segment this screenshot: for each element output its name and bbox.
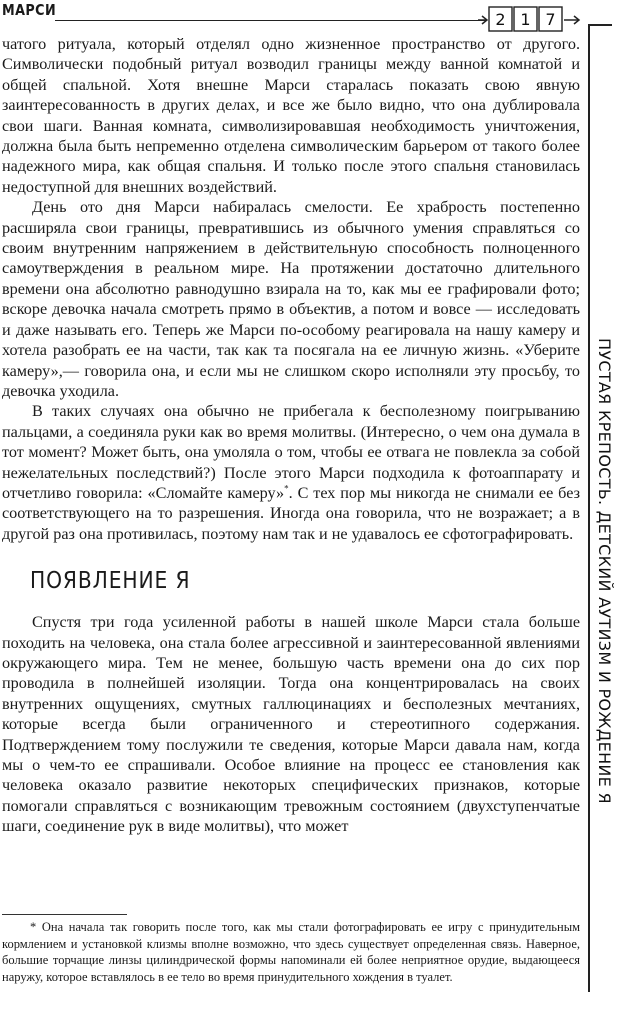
running-head: МАРСИ [2, 1, 57, 19]
footnote-rule [2, 914, 127, 915]
footnote-marker: * [284, 483, 289, 494]
footnote [2, 919, 580, 985]
paragraph-3-text-a: В таких случаях она обычно не прибегала к бесполезному поигрыванию пальцами, а соединяла руки как во время молитвы. (Интересно, о чем она думала в тот момент? Может быть, она умоляла о том, чтобы ее отвага не повлекла за собой нежелательных последствий?) После этого Марси подходила к фотоаппарату и отчетливо говорила: «Сломайте камеру» [2, 402, 580, 502]
footnote-text: * Она начала так говорить после того, как мы стали фотографировать ее игру с принудительным кормлением и установкой клизмы вполне возможно, что здесь существует определенная связь. Наверное, большие торчащие линзы цилиндрической формы напоминали ей более неприятное орудие, выдающееся наружу, которое вставлялось в ее тело во время принудительного хождения в туалет. [2, 920, 580, 984]
header-rule [55, 20, 485, 21]
paragraph-1: чатого ритуала, который отделял одно жизненное пространство от другого. Символически подобный ритуал возводил границы между ванной комнатой и общей спальной. Хотя внешне Марси старалась показать свою явную заинтересованность в других делах, и все же было видно, что она дублировала свои шаги. Ванная комната, символизировавшая необходимость уничтожения, должна была быть непременно отделена символическим барьером от такого более надежного мира, как общая спальня. И только после этого спальня становилась недоступной для внешних воздействий. [2, 35, 580, 196]
paragraph-2: День ото дня Марси набиралась смелости. Ее храбрость постепенно расширяла свои границы, превратившись из обычного умения справляться со своим внутренним напряжением в действительную способность полноценного самоутверждения в реальном мире. На протяжении достаточно длительного времени она абсолютно равнодушно взирала на то, как мы ее графировали фото; вскоре девочка начала смотреть прямо в объектив, а потом и вовсе — исследовать и даже называть его. Теперь же Марси по-особому реагировала на нашу камеру и хотела разобрать ее на части, так как та посягала на ее личную жизнь. «Уберите камеру»,— говорила она, и если мы не слишком скоро исполняли эту просьбу, то девочка уходила. [2, 198, 580, 400]
main-text [2, 34, 580, 837]
paragraph-3-text-b: . С тех пор мы никогда не снимали ее без соответствующего на то разрешения. Иногда она говорила, что не возражает; а в другой раз она противилась, поэтому нам так и не удавалось ее сфотографировать. [2, 483, 580, 543]
paragraph-3 [2, 401, 580, 544]
section-paragraph: Спустя три года усиленной работы в нашей школе Марси стала больше походить на человека, она стала более агрессивной и заинтересованной явлениями окружающего мира. Тем не менее, большую часть времени она до сих пор проводила в полнейшей изоляции. Тогда она концентрировалась на своих внутренних ощущениях, смутных галлюцинациях и бесполезных мечтаниях, которые всегда были ограниченного и стереотипного содержания. Подтверждением тому послужили те сведения, которые Марси давала нам, когда мы о чем-то ее спрашивали. Особое влияние на процесс ее становления как человека оказало развитие некоторых специфических признаков, которые помогали справляться с возникающим тревожным состоянием (двухступенчатые шаги, соединение рук в виде молитвы), что может [2, 613, 580, 836]
page-digit-1: 2 [495, 10, 506, 29]
page-digit-3: 7 [545, 10, 556, 29]
side-rule-top [588, 24, 612, 26]
side-book-title: ПУСТАЯ КРЕПОСТЬ. ДЕТСКИЙ АУТИЗМ И РОЖДЕНИЕ Я [595, 338, 614, 804]
page-number-frame [478, 4, 588, 34]
section-heading: ПОЯВЛЕНИЕ Я [30, 568, 191, 595]
page-number [478, 4, 588, 34]
page-digit-2: 1 [520, 10, 531, 29]
